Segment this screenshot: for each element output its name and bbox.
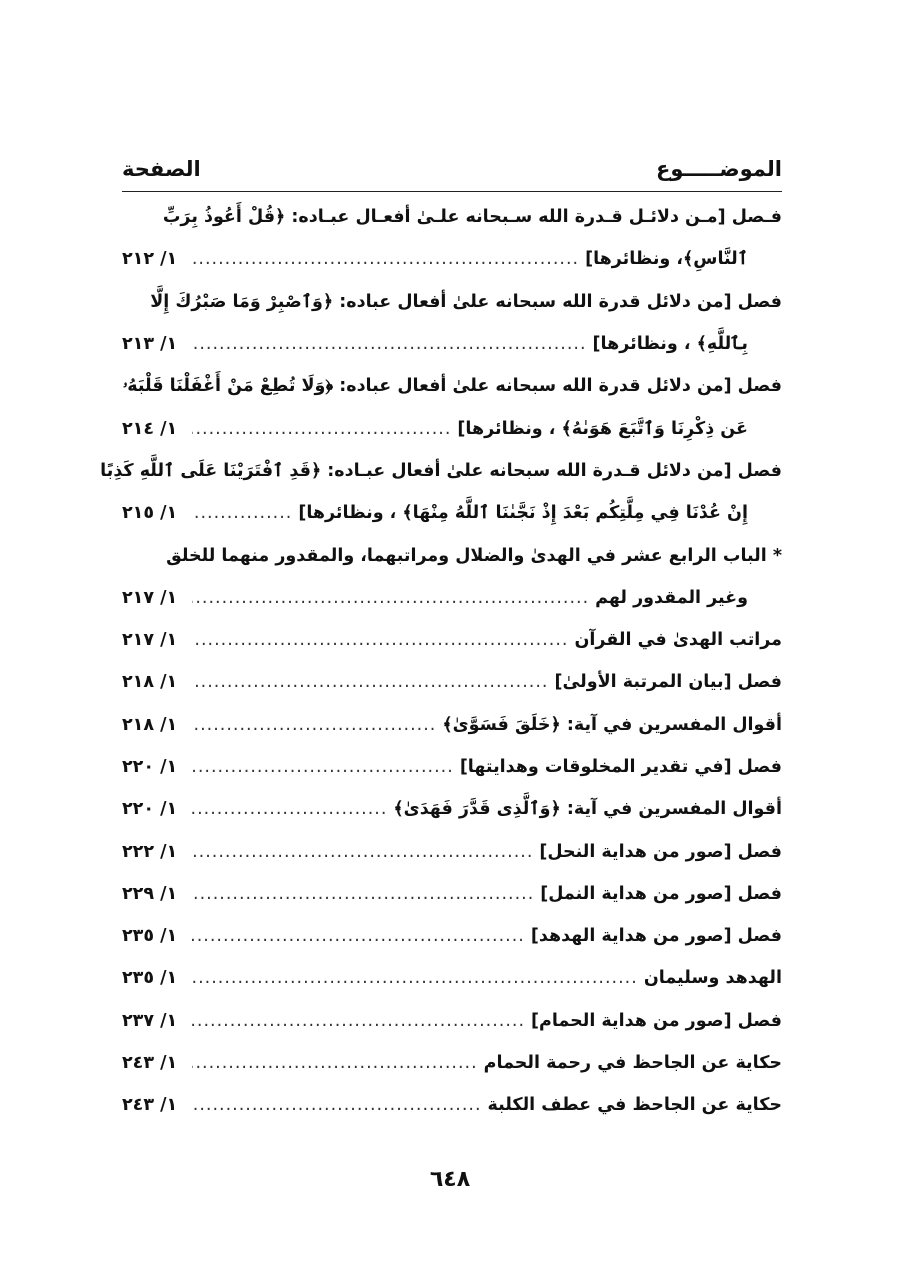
leader-dots bbox=[192, 587, 589, 609]
toc-line bbox=[122, 704, 782, 746]
toc-page-number: ١/ ٢٢٢ bbox=[122, 841, 178, 862]
toc-line bbox=[122, 619, 782, 661]
toc-entry-text: وغير المقدور لهم bbox=[595, 587, 748, 608]
chapter-heading: * الباب الرابع عشر في الهدىٰ والضلال ومراتبهما، والمقدور منهما للخلق bbox=[166, 545, 782, 566]
toc-page-number: ١/ ٢٢٩ bbox=[122, 883, 178, 904]
leader-dots bbox=[192, 967, 638, 989]
header-topic-label: الموضـــــوع bbox=[655, 157, 782, 181]
toc-entry-text: فصل [صور من هداية النمل] bbox=[540, 883, 782, 904]
toc-line bbox=[122, 1042, 782, 1084]
toc-page-number: ١/ ٢٢٠ bbox=[122, 799, 178, 820]
toc-line bbox=[122, 238, 782, 280]
toc-line bbox=[122, 788, 782, 830]
toc-page-number: ١/ ٢١٧ bbox=[122, 630, 178, 651]
leader-dots bbox=[192, 1010, 525, 1032]
toc-line bbox=[122, 661, 782, 703]
toc-entry-text: ٱلنَّاسِ﴾، ونظائرها] bbox=[585, 249, 748, 270]
toc-entry-text: مراتب الهدىٰ في القرآن bbox=[574, 630, 782, 651]
toc-entry-text: أقوال المفسرين في آية: ﴿خَلَقَ فَسَوَّىٰ﴾ bbox=[442, 714, 782, 735]
leader-dots bbox=[192, 1094, 482, 1116]
leader-dots bbox=[192, 841, 533, 863]
toc-page-number: ١/ ٢٣٥ bbox=[122, 926, 178, 947]
toc-entry-text: فصل [بيان المرتبة الأولىٰ] bbox=[554, 672, 782, 693]
toc-line bbox=[122, 873, 782, 915]
toc-entry-text: أقوال المفسرين في آية: ﴿وَٱلَّذِى قَدَّرَ فَهَدَىٰ﴾ bbox=[393, 799, 782, 820]
toc-entry-text: فصل [صور من هداية النحل] bbox=[539, 841, 782, 862]
leader-dots bbox=[192, 714, 436, 736]
toc-entry-text: فصل [صور من هداية الهدهد] bbox=[530, 926, 782, 947]
toc-entry-text: عَن ذِكْرِنَا وَٱتَّبَعَ هَوَىٰهُ﴾ ، ونظائرها] bbox=[457, 418, 748, 439]
leader-dots bbox=[192, 925, 525, 947]
toc-entry-text: بِٱللَّهِ﴾ ، ونظائرها] bbox=[592, 334, 748, 355]
leader-dots bbox=[192, 502, 292, 524]
toc-page-number: ١/ ٢٢٠ bbox=[122, 757, 178, 777]
toc-page-number: ١/ ٢٤٣ bbox=[122, 1053, 178, 1074]
toc-page-number: ١/ ٢٤٣ bbox=[122, 1095, 178, 1116]
toc-page-number: ١/ ٢١٥ bbox=[122, 503, 178, 524]
toc-line bbox=[122, 492, 782, 534]
toc-line bbox=[122, 577, 782, 619]
toc-line bbox=[122, 365, 782, 407]
toc-line bbox=[122, 1084, 782, 1126]
toc-line bbox=[122, 746, 782, 788]
toc-entry-text: فصل [من دلائل قدرة الله سبحانه علىٰ أفعال عباده: ﴿وَلَا تُطِعْ مَنْ أَغْفَلْنَا قَلْبَهُۥ bbox=[122, 376, 782, 397]
leader-dots bbox=[192, 798, 387, 820]
toc-page-number: ١/ ٢٣٥ bbox=[122, 968, 178, 989]
leader-dots bbox=[192, 333, 587, 355]
leader-dots bbox=[192, 671, 548, 693]
toc-entry-text: حكاية عن الجاحظ في عطف الكلبة bbox=[487, 1095, 782, 1116]
toc-line bbox=[122, 407, 782, 449]
toc-line bbox=[122, 1000, 782, 1042]
leader-dots bbox=[192, 248, 579, 270]
toc-entry-text: فصل [صور من هداية الحمام] bbox=[531, 1010, 782, 1031]
header-page-label: الصفحة bbox=[122, 157, 201, 181]
toc-entry-text: حكاية عن الجاحظ في رحمة الحمام bbox=[483, 1053, 782, 1074]
toc-line bbox=[122, 957, 782, 999]
page-number-footer: ٦٤٨ bbox=[429, 1167, 471, 1192]
toc-page-number: ١/ ٢١٨ bbox=[122, 672, 178, 693]
leader-dots bbox=[192, 629, 568, 651]
toc-entry-text: فصل [من دلائل قدرة الله سبحانه علىٰ أفعال عباده: ﴿وَٱصْبِرْ وَمَا صَبْرُكَ إِلَّا bbox=[150, 291, 782, 312]
toc-line bbox=[122, 830, 782, 872]
toc-line bbox=[122, 196, 782, 238]
toc-page-number: ١/ ٢١٢ bbox=[122, 249, 178, 270]
toc-entry-text: فصل [من دلائل قـدرة الله سبحانه علىٰ أفعال عبـاده: ﴿قَدِ ٱفْتَرَيْنَا عَلَى ٱللَّهِ كَذِبًا bbox=[100, 460, 782, 481]
toc-line bbox=[122, 534, 782, 576]
toc-line bbox=[122, 281, 782, 323]
toc-entry-text: إِنْ عُدْنَا فِي مِلَّتِكُم بَعْدَ إِذْ نَجَّىٰنَا ٱللَّهُ مِنْهَا﴾ ، ونظائرها] bbox=[298, 503, 748, 524]
leader-dots bbox=[192, 756, 454, 778]
toc-line bbox=[122, 915, 782, 957]
toc-list bbox=[100, 196, 782, 1127]
toc-page-number: ١/ ٢١٤ bbox=[122, 418, 178, 439]
toc-header bbox=[122, 153, 782, 192]
toc-entry-text: فصل [في تقدير المخلوقات وهدايتها] bbox=[459, 757, 782, 777]
toc-entry-text: فـصل [مـن دلائـل قـدرة الله سـبحانه علـىٰ أفعـال عبـاده: ﴿قُلْ أَعُوذُ بِرَبِّ bbox=[162, 207, 782, 228]
leader-dots bbox=[192, 1052, 478, 1074]
toc-page-number: ١/ ٢٣٧ bbox=[122, 1010, 178, 1031]
toc-page-number: ١/ ٢١٧ bbox=[122, 587, 178, 608]
toc-line bbox=[122, 323, 782, 365]
leader-dots bbox=[192, 883, 534, 905]
toc-page-number: ١/ ٢١٨ bbox=[122, 714, 178, 735]
toc-page-number: ١/ ٢١٣ bbox=[122, 334, 178, 355]
toc-entry-text: الهدهد وسليمان bbox=[643, 968, 782, 989]
leader-dots bbox=[192, 418, 451, 440]
toc-line bbox=[100, 450, 782, 492]
